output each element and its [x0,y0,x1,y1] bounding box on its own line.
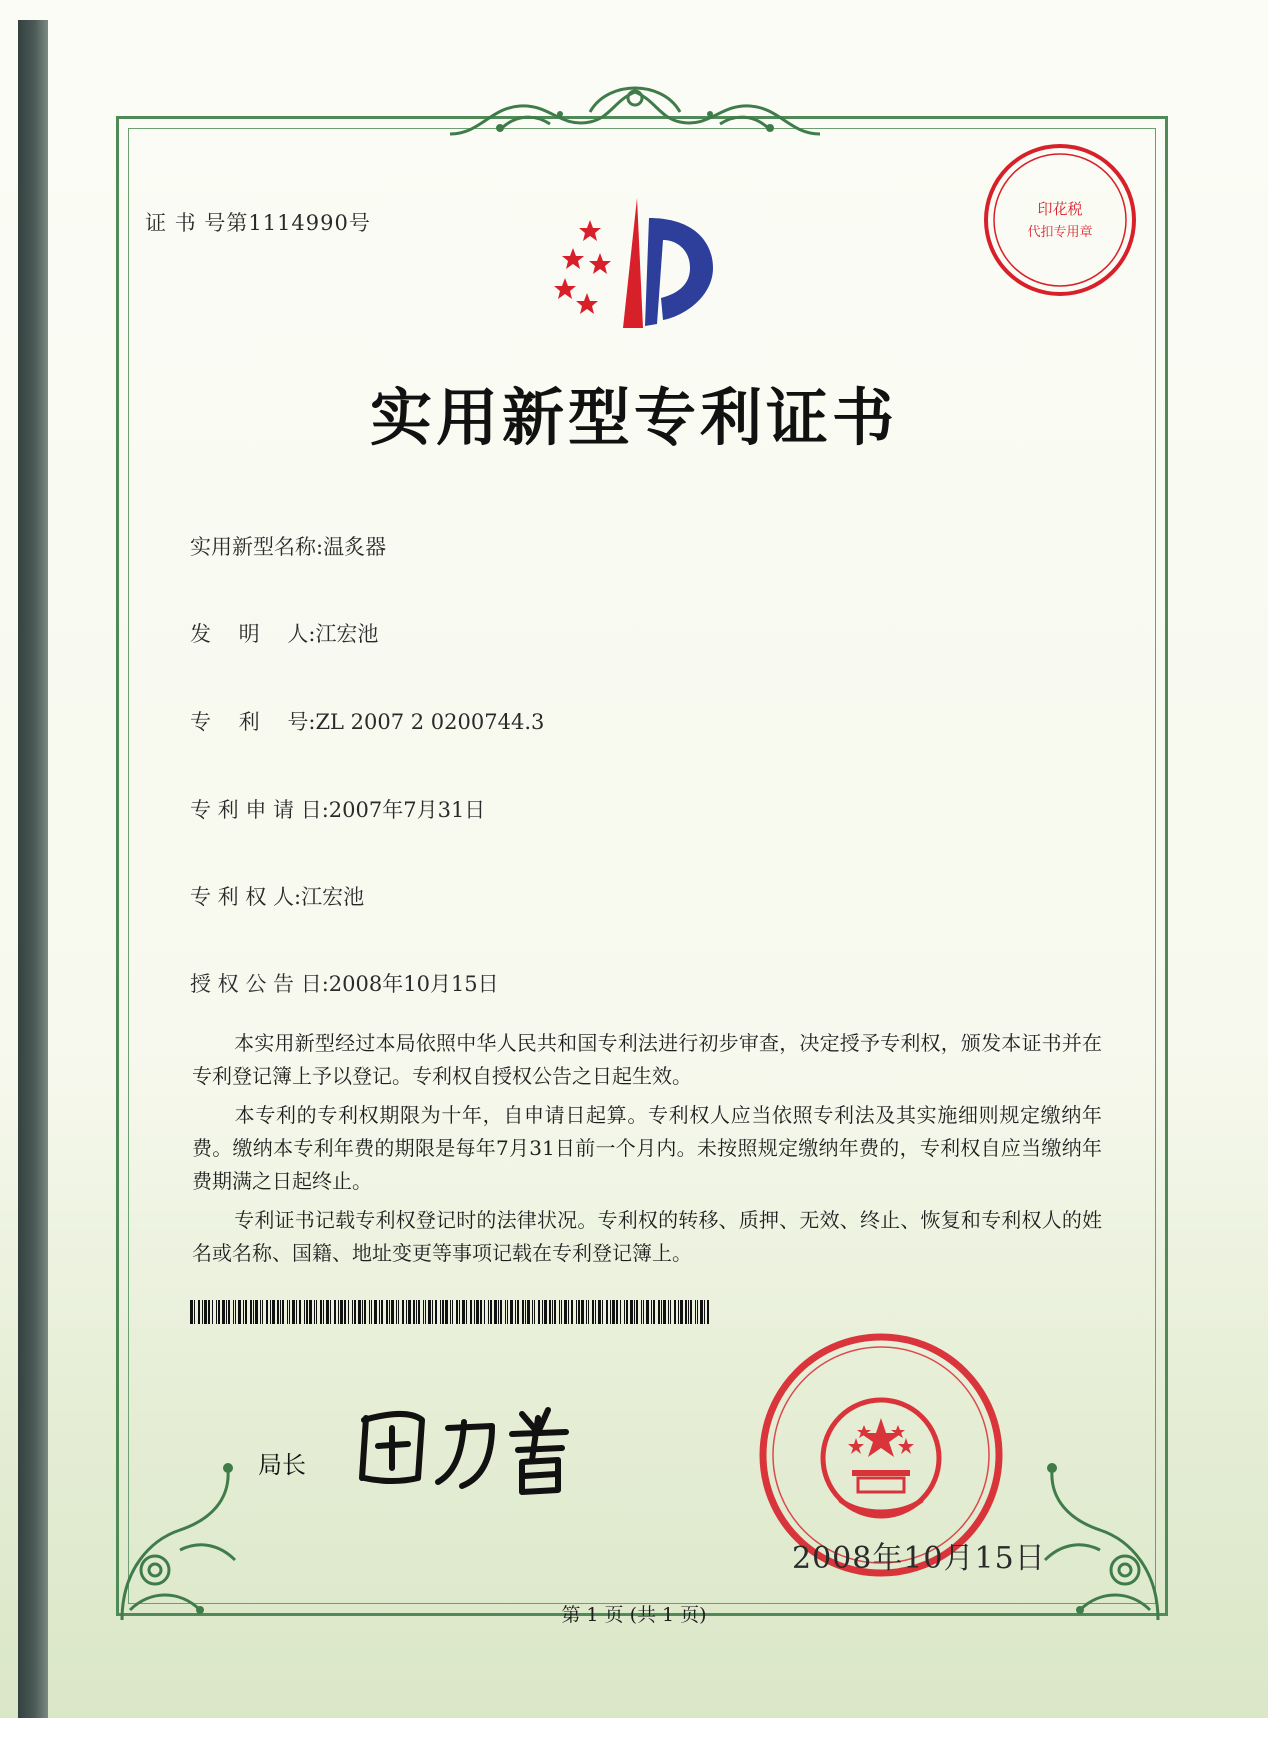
field-label: 发 明 人: [190,622,316,646]
paragraph-term [192,1099,1102,1198]
tax-stamp-seal [980,140,1140,300]
barcode [190,1300,723,1324]
field-value: 2007年7月31日 [328,798,486,822]
barcode-gap [709,1300,712,1324]
field-label: 专 利 申 请 日: [190,798,329,822]
field-label: 专 利 号: [190,710,316,734]
field-value: 温炙器 [323,535,387,559]
paragraph-text: 本专利的专利权期限为十年，自申请日起算。专利权人应当依照专利法及其实施细则规定缴纳年费。缴纳本专利年费的期限是每年7月31日前一个月内。未按照规定缴纳年费的，专利权自应当缴纳年费期满之日起终止。 [192,1103,1102,1193]
binding-spine [18,20,48,1725]
tax-stamp-center-line2: 代扣专用章 [1027,225,1093,240]
field-value: ZL 2007 2 0200744.3 [315,710,545,734]
paragraph-text: 专利证书记载专利权登记时的法律状况。专利权的转移、质押、无效、终止、恢复和专利权人的姓名或名称、国籍、地址变更等事项记载在专利登记簿上。 [192,1208,1102,1265]
certificate-number: 证 书 号第1114990号 [145,211,371,235]
field-grant-date [190,968,499,998]
paragraph-text: 本实用新型经过本局依照中华人民共和国专利法进行初步审查，决定授予专利权，颁发本证书并在专利登记簿上予以登记。专利权自授权公告之日起生效。 [192,1031,1102,1088]
field-utility-model-name [190,531,386,561]
field-label: 专 利 权 人: [190,885,302,909]
issue-date: 2008年10月15日 [792,1541,1046,1576]
bottom-margin [0,1718,1268,1744]
corner-ornament-left [110,1450,260,1625]
field-patentee [190,881,364,911]
field-label: 授 权 公 告 日: [190,972,329,996]
tax-stamp-center-line1: 印花税 [1037,200,1083,218]
patent-office-logo-icon [545,198,725,338]
field-inventor [190,618,378,648]
director-signature [352,1398,582,1498]
certificate-title: 实用新型专利证书 [369,381,898,454]
top-ornament [440,78,830,144]
paragraph-register [192,1204,1102,1270]
field-label: 实用新型名称: [190,535,324,559]
page-number: 第 1 页 (共 1 页) [561,1604,707,1626]
field-patent-number [190,706,544,736]
field-value: 江宏池 [301,885,365,909]
national-emblem-icon [823,1400,939,1516]
paragraph-grant [192,1027,1102,1093]
director-label: 局长 [258,1451,306,1479]
field-value: 江宏池 [315,622,379,646]
field-application-date [190,794,485,824]
field-value: 2008年10月15日 [328,972,499,996]
